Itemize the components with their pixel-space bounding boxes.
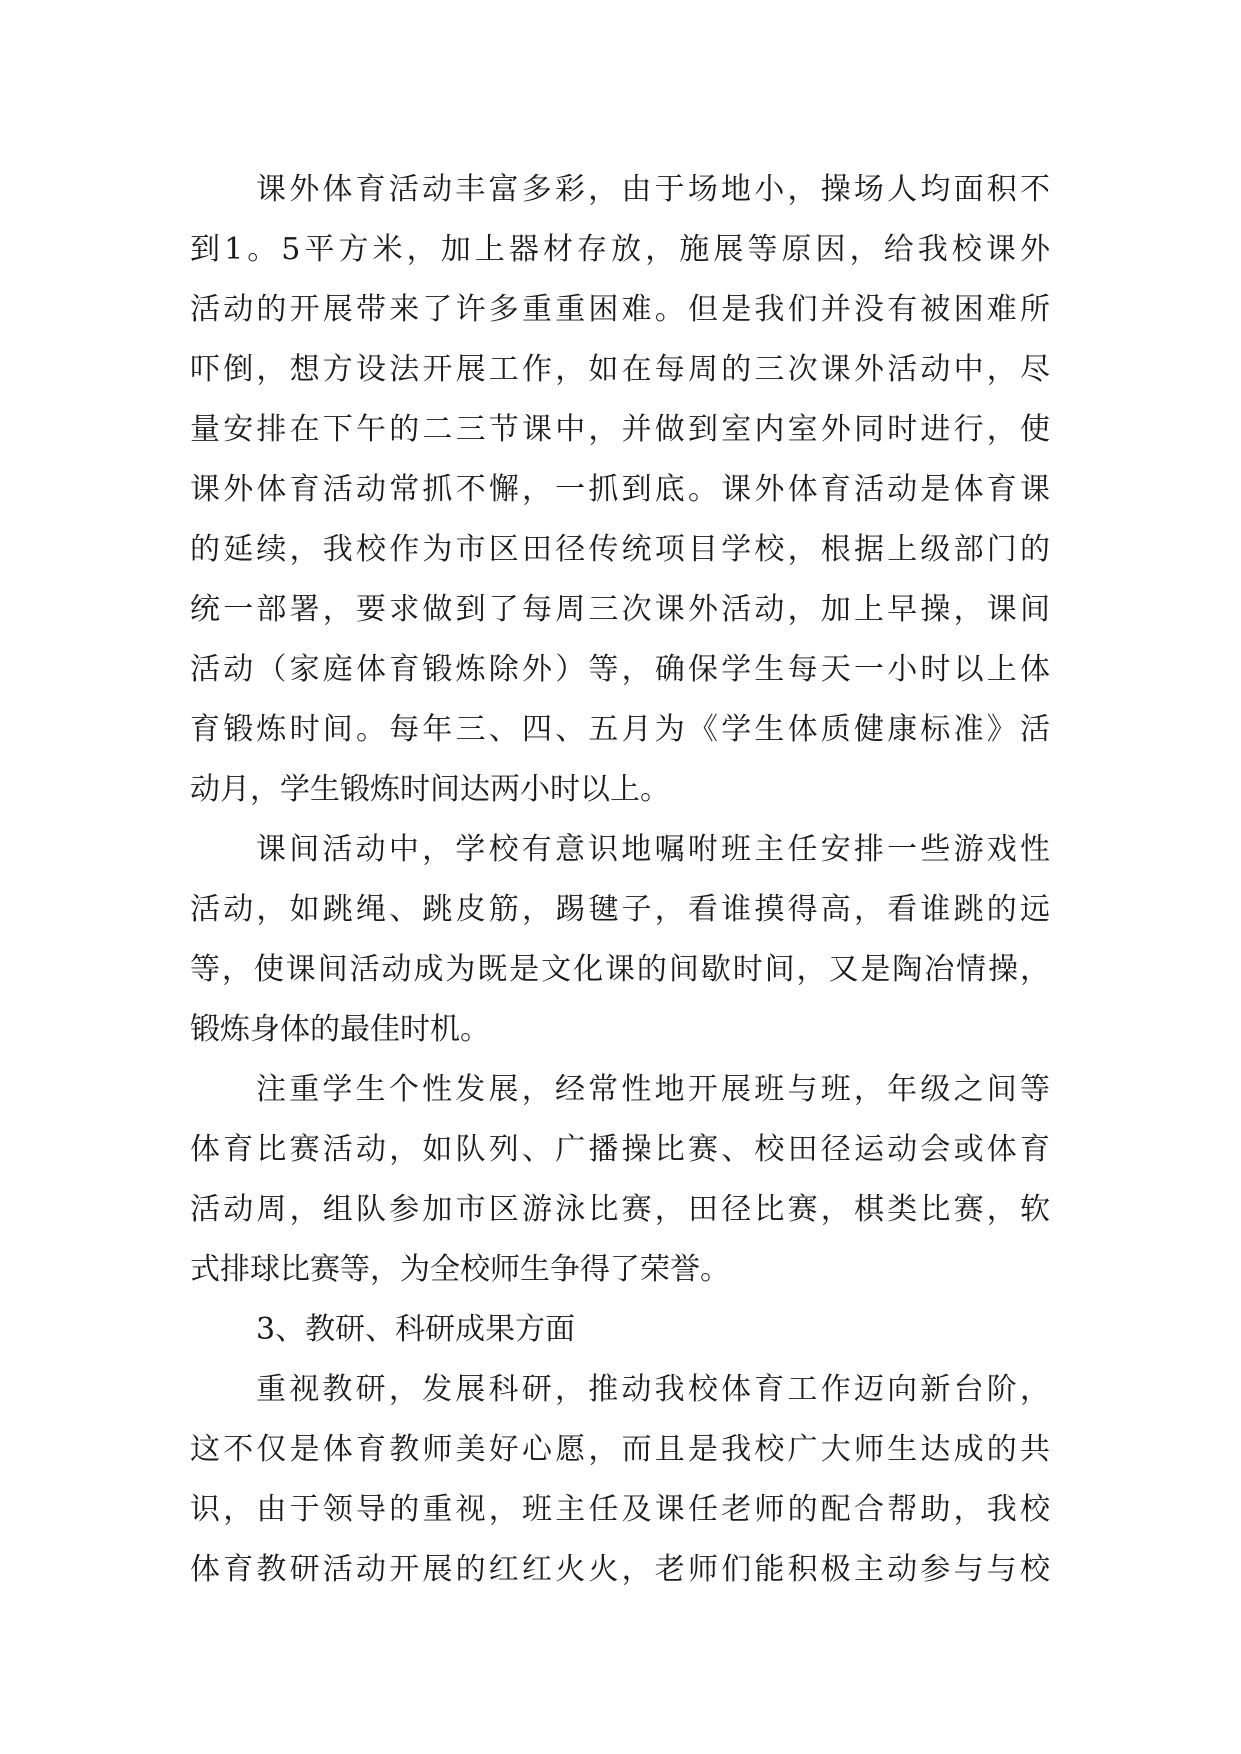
document-body — [190, 160, 1050, 1600]
section-heading-research — [190, 1300, 1050, 1360]
text-line: 注重学生个性发展，经常性地开展班与班，年级之间等 — [256, 1072, 1050, 1107]
section-heading: 3、教研、科研成果方面 — [256, 1312, 576, 1347]
text-line: 识，由于领导的重视，班主任及课任老师的配合帮助，我校 — [190, 1492, 1050, 1527]
paragraph-research — [190, 1360, 1050, 1600]
text-line: 课间活动中，学校有意识地嘱咐班主任安排一些游戏性 — [256, 832, 1050, 867]
text-line: 课外体育活动常抓不懈，一抓到底。课外体育活动是体育课 — [190, 472, 1050, 507]
text-line: 吓倒，想方设法开展工作，如在每周的三次课外活动中，尽 — [190, 352, 1050, 387]
text-line: 活动周，组队参加市区游泳比赛，田径比赛，棋类比赛，软 — [190, 1192, 1050, 1227]
text-line: 体育教研活动开展的红红火火，老师们能积极主动参与与校 — [190, 1552, 1050, 1587]
text-line: 统一部署，要求做到了每周三次课外活动，加上早操，课间 — [190, 592, 1050, 627]
text-line: 锻炼身体的最佳时机。 — [190, 1012, 490, 1047]
text-line: 活动，如跳绳、跳皮筋，踢毽子，看谁摸得高，看谁跳的远 — [190, 892, 1050, 927]
text-line: 式排球比赛等，为全校师生争得了荣誉。 — [190, 1252, 730, 1287]
text-line: 体育比赛活动，如队列、广播操比赛、校田径运动会或体育 — [190, 1132, 1050, 1167]
text-line: 量安排在下午的二三节课中，并做到室内室外同时进行，使 — [190, 412, 1050, 447]
paragraph-competitions — [190, 1060, 1050, 1300]
text-line: 的延续，我校作为市区田径传统项目学校，根据上级部门的 — [190, 532, 1050, 567]
text-line: 到1。5平方米，加上器材存放，施展等原因，给我校课外 — [190, 232, 1050, 267]
text-line: 重视教研，发展科研，推动我校体育工作迈向新台阶， — [256, 1372, 1050, 1407]
text-line: 课外体育活动丰富多彩，由于场地小，操场人均面积不 — [256, 172, 1050, 207]
text-line: 动月，学生锻炼时间达两小时以上。 — [190, 772, 670, 807]
text-line: 这不仅是体育教师美好心愿，而且是我校广大师生达成的共 — [190, 1432, 1050, 1467]
paragraph-activities — [190, 160, 1050, 820]
text-line: 育锻炼时间。每年三、四、五月为《学生体质健康标准》活 — [190, 712, 1050, 747]
text-line: 等，使课间活动成为既是文化课的间歇时间，又是陶冶情操， — [190, 952, 1050, 987]
text-line: 活动（家庭体育锻炼除外）等，确保学生每天一小时以上体 — [190, 652, 1050, 687]
text-line: 活动的开展带来了许多重重困难。但是我们并没有被困难所 — [190, 292, 1050, 327]
paragraph-recess — [190, 820, 1050, 1060]
